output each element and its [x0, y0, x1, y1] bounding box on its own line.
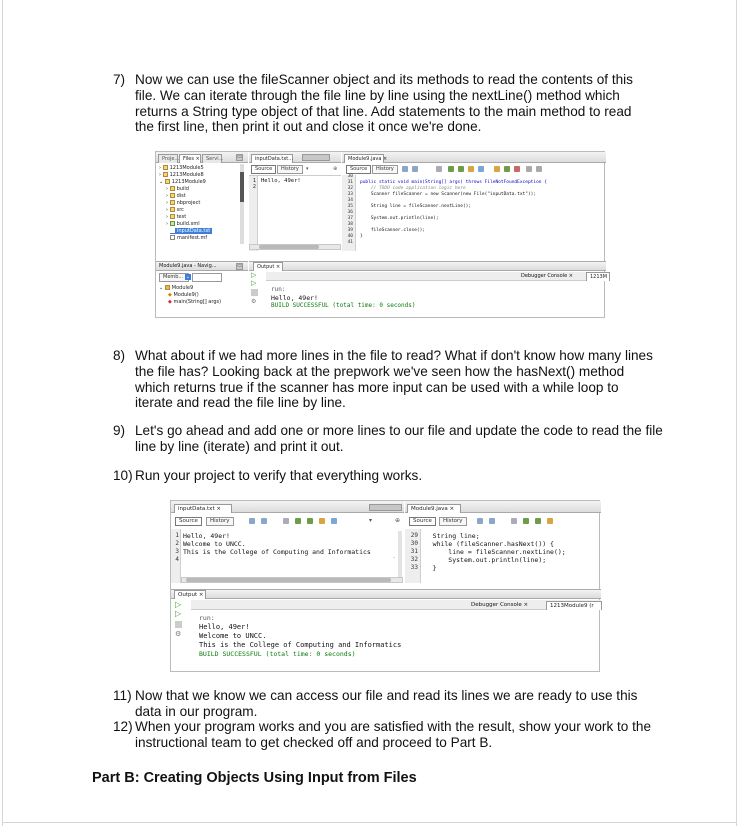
- tree-item[interactable]: › build.xml: [166, 221, 200, 227]
- output-tabbar: [171, 589, 601, 599]
- tab-module9-java[interactable]: Module9.java ×: [344, 154, 384, 163]
- line-number: 35: [347, 204, 353, 209]
- tree-item[interactable]: › 1213Module5: [159, 165, 204, 171]
- code-line: line = fileScanner.nextLine();: [417, 548, 566, 556]
- members-dropdown[interactable]: Memb... ⌄: [159, 273, 189, 282]
- item-number: 7): [113, 72, 126, 87]
- part-b-heading: Part B: Creating Objects Using Input from Files: [92, 770, 417, 786]
- toolbar-toggle-icon[interactable]: [319, 518, 325, 524]
- line-number: 33: [410, 564, 418, 571]
- toolbar-search-icon[interactable]: [436, 166, 442, 172]
- instruction-item-11: [113, 688, 673, 720]
- toolbar-next-icon[interactable]: [307, 518, 313, 524]
- tab-module9-java[interactable]: Module9.java ×: [407, 504, 461, 513]
- toolbar-toggle-icon[interactable]: [547, 518, 553, 524]
- line-number: 32: [410, 556, 418, 563]
- instruction-item-8: [113, 348, 673, 412]
- output-line: BUILD SUCCESSFUL (total time: 0 seconds): [199, 650, 356, 658]
- line-number: 34: [347, 198, 353, 203]
- dropdown-icon[interactable]: ▾: [306, 166, 309, 172]
- tab-output[interactable]: Output ×: [253, 262, 283, 271]
- toolbar-format-icon[interactable]: [536, 166, 542, 172]
- line-number: 4: [175, 556, 179, 563]
- output-line: run:: [271, 286, 286, 293]
- code-line: fileScanner.close();: [360, 228, 426, 233]
- toolbar-prev-icon[interactable]: [523, 518, 529, 524]
- code-line: String line;: [417, 532, 480, 540]
- item-text: What about if we had more lines in the file to read? What if don't know how many lines the file has? Looking back at the prepwork we've seen how the hasNext() method which returns true if the scanner has more input can be used with a while loop to iterate and read the file line by line.: [135, 348, 653, 411]
- source-button[interactable]: Source: [346, 165, 371, 174]
- projects-scrollbar-thumb[interactable]: [240, 172, 244, 202]
- code-line: public static void main(String[] args) throws FileNotFoundException {: [360, 180, 547, 185]
- toolbar-search-icon[interactable]: [511, 518, 517, 524]
- line-number: 2: [252, 184, 256, 190]
- code-line: }: [360, 234, 363, 239]
- line-number: 1: [175, 532, 179, 539]
- split-icon[interactable]: ⊕: [395, 517, 401, 524]
- item-text: Let's go ahead and add one or more lines to our file and update the code to read the file line by line (iterate) and print it out.: [135, 423, 663, 454]
- line-number: 32: [347, 186, 353, 191]
- output-line: Hello, 49er!: [199, 623, 250, 631]
- item-text: Now we can use the fileScanner object and its methods to read the contents of this file. We can iterate through the file line by line using the nextLine() method which returns a String type object of that line. Add statements to the main method to read the first line, then print it out and close it once we're done.: [135, 72, 633, 135]
- instruction-item-10: [113, 468, 673, 484]
- item-text: Now that we know we can access our file and read its lines we are ready to use this data in our program.: [135, 688, 638, 719]
- tab-files[interactable]: Files ×: [179, 154, 201, 163]
- source-button[interactable]: Source: [251, 165, 276, 174]
- ide-screenshot-multi-line: [170, 500, 600, 672]
- line-number: 1: [252, 178, 256, 184]
- line-number: 31: [347, 180, 353, 185]
- code-line: }: [417, 564, 437, 572]
- item-number: 9): [113, 423, 126, 438]
- settings-icon[interactable]: ⚙: [175, 630, 182, 638]
- item-number: 8): [113, 348, 126, 363]
- output-line: BUILD SUCCESSFUL (total time: 0 seconds): [271, 302, 416, 309]
- code-line: Hello, 49er!: [261, 178, 301, 184]
- nav-tree-item[interactable]: ⌄ Module9: [159, 285, 194, 291]
- toolbar-forward-icon[interactable]: [489, 518, 495, 524]
- history-button[interactable]: History: [372, 165, 398, 174]
- stop-icon[interactable]: [251, 289, 258, 296]
- toolbar-search-icon[interactable]: [283, 518, 289, 524]
- history-button[interactable]: History: [206, 517, 234, 526]
- change-marker: .: [393, 553, 395, 560]
- toolbar-back-icon[interactable]: [249, 518, 255, 524]
- line-number: 2: [175, 540, 179, 547]
- nav-tree-item[interactable]: ◆ main(String[] args): [168, 299, 222, 305]
- item-text: When your program works and you are satisfied with the result, show your work to the instructional team to get checked off and proceed to Part B.: [135, 719, 652, 750]
- toolbar-macro-icon[interactable]: [504, 166, 510, 172]
- minimize-icon[interactable]: ▭: [237, 263, 242, 269]
- instruction-item-12: [113, 719, 673, 751]
- tab-project-output[interactable]: 1213M: [586, 272, 610, 281]
- toolbar-toggle-icon[interactable]: [468, 166, 474, 172]
- code-line: This is the College of Computing and Informatics: [183, 548, 371, 556]
- toolbar-comment-icon[interactable]: [514, 166, 520, 172]
- source-button[interactable]: Source: [175, 517, 202, 526]
- line-number: 30: [347, 174, 353, 179]
- line-number: 30: [410, 540, 418, 547]
- dropdown-icon[interactable]: ▾: [369, 517, 373, 524]
- instruction-item-9: [113, 423, 673, 455]
- output-line: Hello, 49er!: [271, 294, 318, 302]
- code-line: System.out.println(line);: [360, 216, 439, 221]
- output-subtabbar: [191, 600, 601, 610]
- tree-item[interactable]: manifest.mf: [170, 235, 207, 241]
- code-comment: // TODO code application logic here: [360, 186, 466, 191]
- line-number: 29: [410, 532, 418, 539]
- rerun-icon[interactable]: ▷: [251, 271, 257, 279]
- tab-nav-arrows[interactable]: [302, 154, 330, 161]
- tree-item[interactable]: › 1213Module8: [159, 172, 204, 178]
- tab-output[interactable]: Output ×: [174, 590, 206, 599]
- vertical-scrollbar[interactable]: [398, 531, 402, 581]
- toolbar-uncomment-icon[interactable]: [526, 166, 532, 172]
- item-text: Run your project to verify that everything works.: [135, 468, 423, 483]
- code-line: Welcome to UNCC.: [183, 540, 246, 548]
- toolbar-prev-icon[interactable]: [448, 166, 454, 172]
- toolbar-next-icon[interactable]: [535, 518, 541, 524]
- output-line: Welcome to UNCC.: [199, 632, 267, 640]
- output-line: This is the College of Computing and Informatics: [199, 641, 402, 649]
- tab-inputdata[interactable]: inputData.txt ×: [174, 504, 232, 513]
- rerun-icon[interactable]: ▷: [175, 600, 182, 609]
- history-button[interactable]: History: [277, 165, 303, 174]
- split-icon[interactable]: ⊕: [333, 166, 338, 172]
- tree-item[interactable]: › nbproject: [166, 200, 201, 206]
- toolbar-forward-icon[interactable]: [412, 166, 418, 172]
- line-number: 3: [175, 548, 179, 555]
- toolbar-back-icon[interactable]: [477, 518, 483, 524]
- history-button[interactable]: History: [439, 517, 467, 526]
- horizontal-scrollbar-thumb[interactable]: [259, 245, 319, 249]
- line-number: 39: [347, 228, 353, 233]
- file-editor-area[interactable]: [249, 175, 341, 251]
- code-line: while (fileScanner.hasNext()) {: [417, 540, 554, 548]
- line-number: 37: [347, 216, 353, 221]
- code-line: String line = fileScanner.nextLine();: [360, 204, 472, 209]
- page-border-right: [736, 0, 737, 826]
- line-number: 36: [347, 210, 353, 215]
- line-number: 40: [347, 234, 353, 239]
- tab-inputdata[interactable]: inputData.txt...: [251, 154, 293, 163]
- rerun-config-icon[interactable]: ▷: [251, 279, 257, 287]
- filter-input[interactable]: [192, 273, 222, 282]
- toolbar-back-icon[interactable]: [402, 166, 408, 172]
- navigator-title[interactable]: Module9.java - Navig...: [159, 263, 217, 269]
- tab-services[interactable]: Servi...: [202, 154, 222, 163]
- nav-tree-item[interactable]: ◆ Module9(): [168, 292, 199, 298]
- tab-debugger-console[interactable]: Debugger Console ×: [521, 273, 573, 279]
- source-button[interactable]: Source: [409, 517, 436, 526]
- horizontal-scrollbar-thumb[interactable]: [186, 578, 391, 582]
- toolbar-bookmark-icon[interactable]: [331, 518, 337, 524]
- stop-icon[interactable]: [175, 621, 182, 628]
- instruction-item-7: [113, 72, 673, 136]
- line-number: 31: [410, 548, 418, 555]
- tree-item[interactable]: › build: [166, 186, 189, 192]
- item-number: 11): [113, 688, 132, 703]
- line-number: 33: [347, 192, 353, 197]
- tab-project-output[interactable]: 1213Module9 (r: [546, 601, 602, 610]
- tab-nav-arrows[interactable]: [369, 504, 402, 511]
- tab-projects[interactable]: Proje...: [158, 154, 178, 163]
- page-border-bottom: [2, 822, 737, 823]
- tree-item[interactable]: › dist: [166, 193, 186, 199]
- tree-item[interactable]: › test: [166, 214, 187, 220]
- item-number: 10): [113, 468, 133, 483]
- tab-debugger-console[interactable]: Debugger Console ×: [471, 602, 529, 608]
- output-line: run:: [199, 614, 215, 622]
- code-line: Hello, 49er!: [183, 532, 230, 540]
- toolbar-forward-icon[interactable]: [261, 518, 267, 524]
- item-number: 12): [113, 719, 133, 734]
- code-line: Scanner fileScanner = new Scanner(new File("inputData.txt"));: [360, 192, 537, 197]
- ide-screenshot-single-line: [155, 151, 608, 318]
- minimize-icon[interactable]: ▭: [237, 154, 242, 160]
- page-border-left: [2, 0, 3, 826]
- toolbar-bookmark-icon[interactable]: [478, 166, 484, 172]
- tree-item[interactable]: ⌄ 1213Module9: [159, 179, 206, 185]
- output-tabbar: [249, 261, 606, 271]
- line-number: 41: [347, 240, 353, 245]
- tree-item[interactable]: › src: [166, 207, 184, 213]
- toolbar-prev-icon[interactable]: [295, 518, 301, 524]
- toolbar-next-icon[interactable]: [458, 166, 464, 172]
- settings-icon[interactable]: ⚙: [251, 298, 257, 305]
- rerun-config-icon[interactable]: ▷: [175, 609, 182, 618]
- tree-item-selected[interactable]: inputData.txt: [170, 228, 212, 234]
- toolbar-shift-icon[interactable]: [494, 166, 500, 172]
- line-number: 38: [347, 222, 353, 227]
- code-line: System.out.println(line);: [417, 556, 547, 564]
